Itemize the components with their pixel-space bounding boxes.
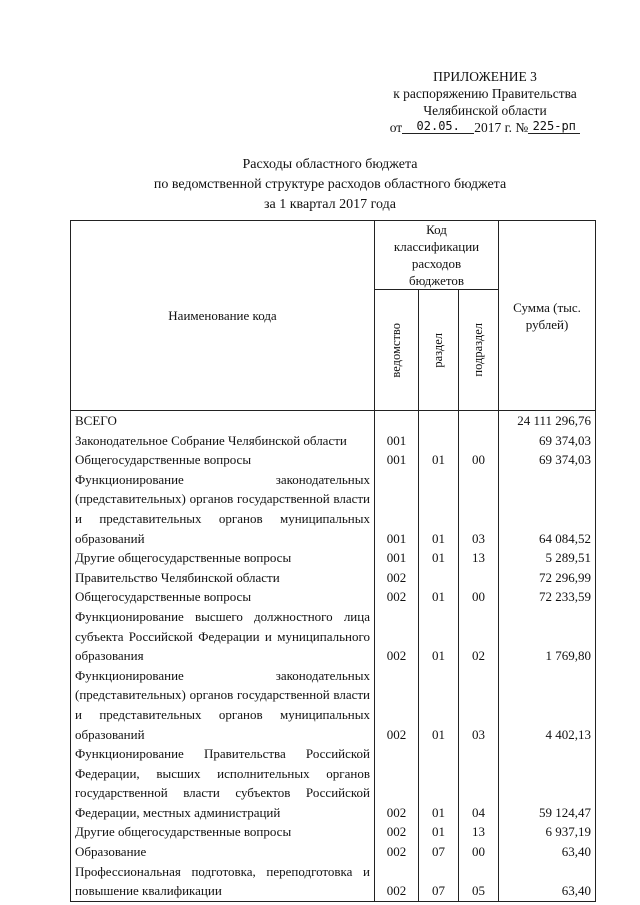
row-agency: 002 (375, 568, 419, 588)
row-sum: 1 769,80 (499, 607, 596, 666)
row-sum: 69 374,03 (499, 450, 596, 470)
row-agency: 002 (375, 744, 419, 822)
table-body (71, 411, 596, 902)
header-agency: ведомство (389, 322, 403, 378)
row-name: Функционирование законодательных (представительных) органов государственной власти и представительных органов муниципальных образований (71, 470, 375, 548)
row-agency: 001 (375, 450, 419, 470)
title-line-1: Расходы областного бюджета (242, 157, 418, 172)
row-section: 01 (419, 470, 459, 548)
table-header (71, 221, 596, 411)
table-row (71, 587, 596, 607)
row-agency: 002 (375, 822, 419, 842)
row-sum: 64 084,52 (499, 470, 596, 548)
row-subsection: 13 (459, 548, 499, 568)
row-sum: 4 402,13 (499, 666, 596, 744)
row-sum: 69 374,03 (499, 431, 596, 451)
table-row (71, 411, 596, 431)
row-subsection: 00 (459, 587, 499, 607)
row-sum: 63,40 (499, 862, 596, 902)
number-field: 225-рп (528, 119, 580, 134)
row-subsection (459, 431, 499, 451)
row-sum: 6 937,19 (499, 822, 596, 842)
row-subsection: 04 (459, 744, 499, 822)
row-section: 01 (419, 548, 459, 568)
header-subsection: подраздел (471, 323, 486, 377)
row-name: Правительство Челябинской области (71, 568, 375, 588)
row-name: Другие общегосударственные вопросы (71, 548, 375, 568)
row-name: Функционирование Правительства Российской Федерации, высших исполнительных органов государственной власти субъектов Российской Федерации, местных администраций (71, 744, 375, 822)
row-agency: 002 (375, 862, 419, 902)
row-subsection: 13 (459, 822, 499, 842)
row-section: 01 (419, 450, 459, 470)
row-sum: 59 124,47 (499, 744, 596, 822)
row-agency: 001 (375, 431, 419, 451)
row-section: 01 (419, 607, 459, 666)
table-row (71, 822, 596, 842)
header-section: раздел (431, 332, 445, 368)
row-section (419, 411, 459, 431)
row-subsection (459, 411, 499, 431)
row-agency: 002 (375, 607, 419, 666)
table-row (71, 548, 596, 568)
row-subsection: 05 (459, 862, 499, 902)
row-name: Функционирование высшего должностного лица субъекта Российской Федерации и муниципального образования (71, 607, 375, 666)
row-section: 01 (419, 822, 459, 842)
table-row (71, 470, 596, 548)
row-subsection: 00 (459, 842, 499, 862)
header-sum: Сумма (тыс. рублей) (499, 221, 596, 411)
row-section: 01 (419, 666, 459, 744)
table-row (71, 450, 596, 470)
appendix-line-1: к распоряжению Правительства (393, 86, 577, 101)
table-row (71, 666, 596, 744)
row-subsection (459, 568, 499, 588)
row-agency: 002 (375, 587, 419, 607)
appendix-date-line (380, 119, 590, 136)
header-name: Наименование кода (71, 221, 375, 411)
row-subsection: 02 (459, 607, 499, 666)
row-agency (375, 411, 419, 431)
row-section: 07 (419, 862, 459, 902)
table-row (71, 431, 596, 451)
row-section: 01 (419, 744, 459, 822)
from-label: от (389, 120, 403, 135)
row-agency: 001 (375, 470, 419, 548)
row-section (419, 431, 459, 451)
table-row (71, 744, 596, 822)
table-row (71, 862, 596, 902)
title-line-2: по ведомственной структуре расходов областного бюджета (153, 177, 507, 192)
table-row (71, 568, 596, 588)
row-subsection: 00 (459, 450, 499, 470)
row-agency: 002 (375, 842, 419, 862)
appendix-title: ПРИЛОЖЕНИЕ 3 (433, 69, 537, 84)
row-agency: 002 (375, 666, 419, 744)
title-line-3: за 1 квартал 2017 года (264, 197, 396, 212)
row-section: 01 (419, 587, 459, 607)
table-row (71, 842, 596, 862)
row-sum: 5 289,51 (499, 548, 596, 568)
row-subsection: 03 (459, 470, 499, 548)
row-name: Образование (71, 842, 375, 862)
row-name: ВСЕГО (71, 411, 375, 431)
row-agency: 001 (375, 548, 419, 568)
table-row (71, 607, 596, 666)
row-name: Другие общегосударственные вопросы (71, 822, 375, 842)
row-name: Функционирование законодательных (представительных) органов государственной власти и представительных органов муниципальных образований (71, 666, 375, 744)
year-number-label: 2017 г. № (474, 120, 529, 135)
row-name: Законодательное Собрание Челябинской области (71, 431, 375, 451)
row-name: Профессиональная подготовка, переподготовка и повышение квалификации (71, 862, 375, 902)
date-field: 02.05. (402, 119, 474, 134)
row-name: Общегосударственные вопросы (71, 587, 375, 607)
row-sum: 72 296,99 (499, 568, 596, 588)
row-sum: 24 111 296,76 (499, 411, 596, 431)
expenses-table (70, 220, 596, 902)
row-sum: 72 233,59 (499, 587, 596, 607)
row-sum: 63,40 (499, 842, 596, 862)
row-section (419, 568, 459, 588)
row-section: 07 (419, 842, 459, 862)
document-title (60, 155, 600, 215)
appendix-block (380, 68, 590, 136)
row-subsection: 03 (459, 666, 499, 744)
header-code-group: Код классификации расходов бюджетов (375, 221, 499, 290)
appendix-line-2: Челябинской области (423, 103, 547, 118)
row-name: Общегосударственные вопросы (71, 450, 375, 470)
